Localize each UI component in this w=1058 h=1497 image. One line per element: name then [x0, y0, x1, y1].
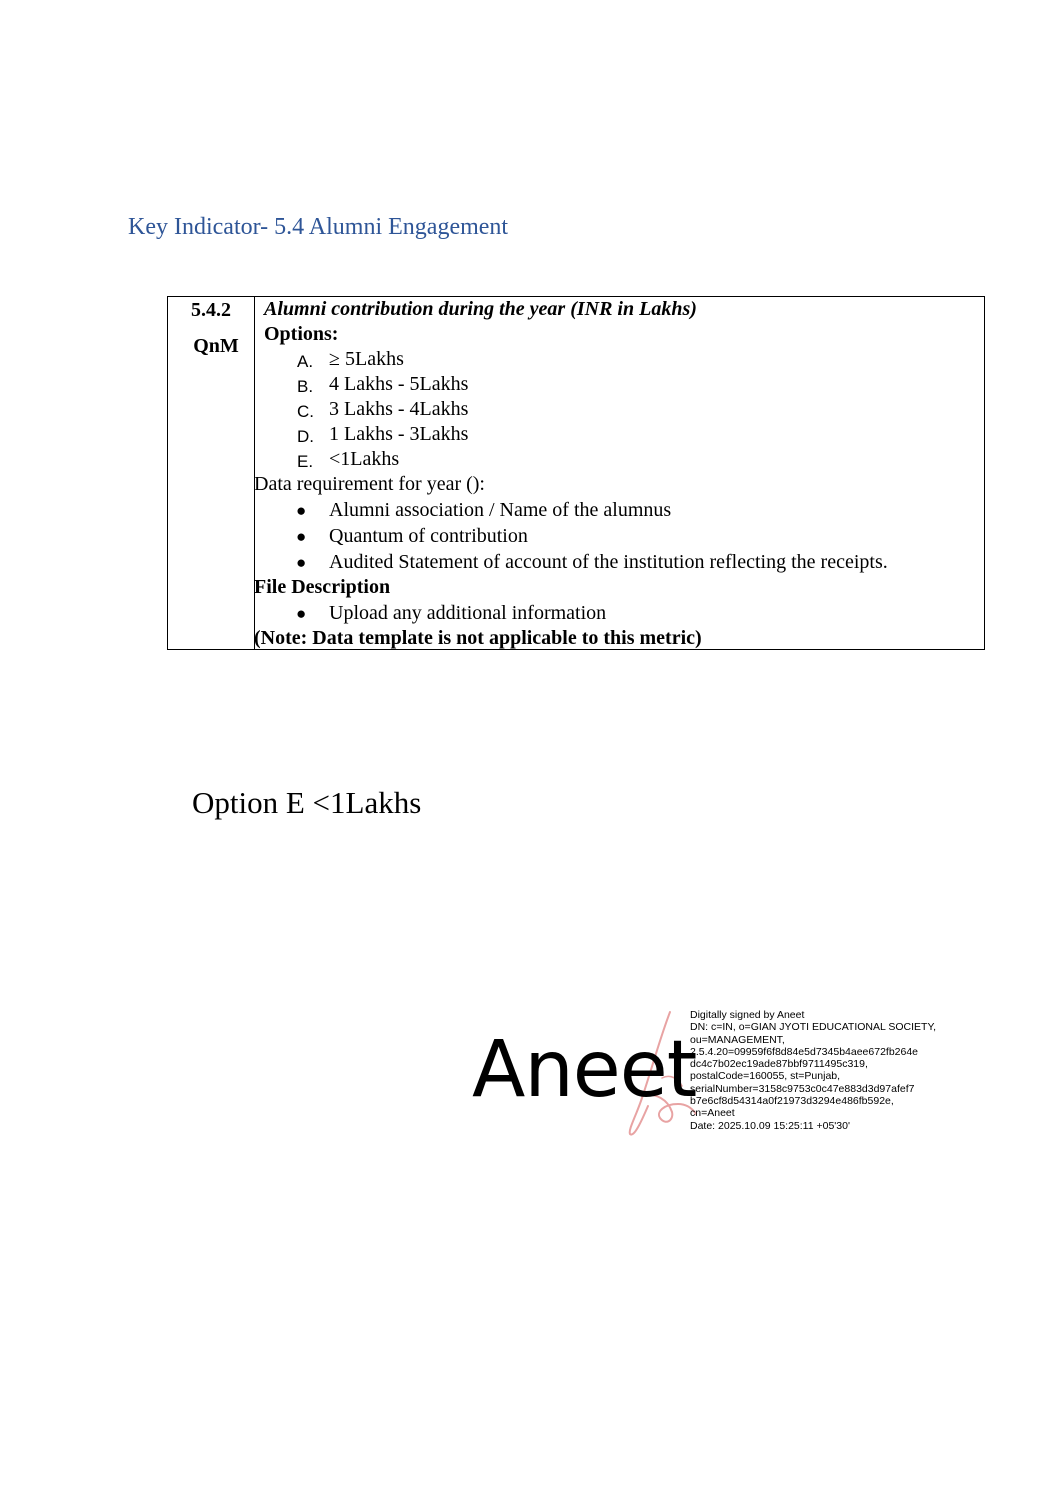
requirement-text: Alumni association / Name of the alumnus: [329, 499, 672, 521]
signature-detail-line: Digitally signed by Aneet: [690, 1009, 805, 1021]
signature-detail-line: 2.5.4.20=09959f6f8d84e5d7345b4aee672fb264e: [690, 1045, 919, 1058]
bullet-icon: ●: [296, 501, 307, 520]
requirement-text: Audited Statement of account of the institution reflecting the receipts.: [329, 551, 888, 573]
requirement-text: Quantum of contribution: [329, 525, 528, 547]
metric-id: 5.4.2: [191, 299, 231, 321]
option-letter: D.: [297, 427, 314, 446]
option-text: 3 Lakhs - 4Lakhs: [329, 398, 469, 420]
option-letter: C.: [297, 402, 314, 421]
metric-title: Alumni contribution during the year (INR in Lakhs): [264, 298, 697, 320]
data-requirement-label: Data requirement for year ():: [254, 473, 485, 495]
signature-detail-line: ou=MANAGEMENT,: [690, 1033, 785, 1046]
signature-detail-line: cn=Aneet: [690, 1107, 735, 1120]
metric-table: [167, 296, 985, 650]
signature-details: [690, 1009, 936, 1132]
option-text: 1 Lakhs - 3Lakhs: [329, 423, 469, 445]
option-letter: A.: [297, 352, 314, 371]
option-letter: E.: [297, 452, 314, 471]
option-letter: B.: [297, 377, 314, 396]
signature-detail-line: b7e6cf8d54314a0f21973d3294e486fb592e,: [690, 1095, 894, 1108]
options-label: Options:: [264, 323, 339, 345]
signature-detail-line: dc4c7b02ec19ade87bbf9711495c319,: [690, 1058, 868, 1071]
file-description-text: Upload any additional information: [329, 602, 607, 624]
option-text: <1Lakhs: [329, 448, 400, 470]
signature-detail-line: DN: c=IN, o=GIAN JYOTI EDUCATIONAL SOCIETY,: [690, 1021, 937, 1034]
section-heading: Key Indicator- 5.4 Alumni Engagement: [128, 214, 509, 240]
metric-note: (Note: Data template is not applicable to this metric): [254, 627, 702, 649]
signature-detail-line: postalCode=160055, st=Punjab,: [690, 1070, 841, 1083]
signature-detail-line: Date: 2025.10.09 15:25:11 +05'30': [690, 1119, 850, 1132]
option-text: ≥ 5Lakhs: [329, 348, 404, 370]
bullet-icon: ●: [296, 604, 307, 623]
file-description-label: File Description: [254, 576, 391, 598]
selected-answer: Option E <1Lakhs: [192, 785, 422, 820]
option-text: 4 Lakhs - 5Lakhs: [329, 373, 469, 395]
bullet-icon: ●: [296, 553, 307, 572]
metric-type: QnM: [193, 335, 239, 357]
signature-name: Aneet: [472, 1025, 697, 1115]
signature-detail-line: serialNumber=3158c9753c0c47e883d3d97afef7: [690, 1082, 915, 1095]
bullet-icon: ●: [296, 527, 307, 546]
